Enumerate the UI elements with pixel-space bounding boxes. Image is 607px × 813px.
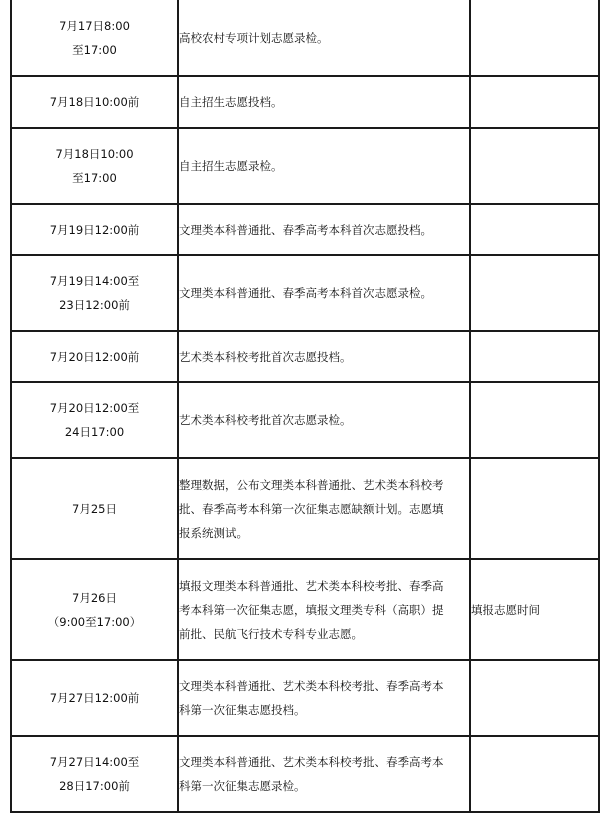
time-line: 7月19日12:00前	[49, 222, 140, 237]
note-cell	[470, 204, 599, 255]
item-line: 高校农村专项计划志愿录检。	[179, 30, 329, 45]
note-cell	[470, 382, 599, 458]
item-cell	[178, 331, 470, 382]
time-cell	[11, 255, 178, 331]
time-line: 7月20日12:00至	[49, 401, 140, 415]
table-row	[11, 382, 599, 458]
note-cell: 填报志愿时间	[470, 559, 599, 660]
table-row	[11, 204, 599, 255]
time-line: 至17:00	[72, 42, 117, 57]
item-line: 文理类本科普通批、艺术类本科校考批、春季高考本	[179, 755, 444, 769]
item-line: 文理类本科普通批、艺术类本科校考批、春季高考本	[179, 679, 444, 693]
table-row	[11, 458, 599, 559]
time-line: 7月27日12:00前	[49, 691, 140, 705]
item-line: 填报文理类本科普通批、艺术类本科校考批、春季高	[179, 578, 444, 593]
item-cell	[178, 255, 470, 331]
item-cell	[178, 382, 470, 458]
item-cell	[178, 0, 470, 76]
note-cell	[470, 458, 599, 559]
time-cell	[11, 736, 178, 812]
table-row	[11, 331, 599, 382]
item-line: 科第一次征集志愿录检。	[179, 779, 306, 793]
time-cell	[11, 382, 178, 458]
schedule-table	[10, 0, 600, 813]
item-line: 文理类本科普通批、春季高考本科首次志愿投档。	[179, 222, 432, 237]
item-line: 报系统测试。	[179, 525, 248, 540]
time-line: 7月17日8:00	[59, 18, 130, 33]
time-line: 7月18日10:00前	[49, 95, 140, 109]
time-cell	[11, 204, 178, 255]
item-cell	[178, 736, 470, 812]
note-cell	[470, 76, 599, 128]
item-cell	[178, 76, 470, 128]
time-line: 7月18日10:00	[55, 147, 134, 161]
time-line: 至17:00	[72, 171, 117, 185]
item-line: 艺术类本科校考批首次志愿录检。	[179, 413, 352, 427]
item-line: 科第一次征集志愿投档。	[179, 703, 306, 717]
time-line: 7月19日14:00至	[49, 274, 140, 288]
note-cell	[470, 331, 599, 382]
time-cell	[11, 128, 178, 204]
item-cell	[178, 660, 470, 736]
time-line: 7月26日	[72, 590, 117, 605]
time-line: 28日17:00前	[59, 779, 130, 793]
item-cell	[178, 128, 470, 204]
time-line: 7月27日14:00至	[49, 755, 140, 769]
item-line: 艺术类本科校考批首次志愿投档。	[179, 349, 352, 364]
item-line: 批、春季高考本科第一次征集志愿缺额计划。志愿填	[179, 501, 444, 516]
table-row	[11, 255, 599, 331]
item-line: 自主招生志愿投档。	[179, 95, 283, 109]
time-line: 23日12:00前	[59, 298, 130, 312]
item-cell	[178, 204, 470, 255]
item-line: 考本科第一次征集志愿，填报文理类专科（高职）提	[179, 602, 444, 617]
time-cell	[11, 660, 178, 736]
time-line: 7月20日12:00前	[49, 349, 140, 364]
table-row	[11, 128, 599, 204]
time-cell	[11, 559, 178, 660]
table-row	[11, 660, 599, 736]
item-cell	[178, 458, 470, 559]
time-line: 24日17:00	[64, 425, 125, 439]
item-line: 自主招生志愿录检。	[179, 159, 283, 173]
time-cell	[11, 331, 178, 382]
time-line: 7月25日	[72, 501, 117, 516]
note-cell	[470, 128, 599, 204]
note-cell	[470, 0, 599, 76]
item-line: 整理数据，公布文理类本科普通批、艺术类本科校考	[179, 477, 444, 492]
time-line: （9:00至17:00）	[47, 614, 142, 629]
time-cell	[11, 76, 178, 128]
note-cell	[470, 736, 599, 812]
table-row	[11, 559, 599, 660]
item-cell	[178, 559, 470, 660]
table-row	[11, 736, 599, 812]
table-row	[11, 76, 599, 128]
time-cell	[11, 458, 178, 559]
item-line: 前批、民航飞行技术专科专业志愿。	[179, 626, 363, 641]
note-cell	[470, 660, 599, 736]
table-row	[11, 0, 599, 76]
note-cell	[470, 255, 599, 331]
item-line: 文理类本科普通批、春季高考本科首次志愿录检。	[179, 286, 432, 300]
time-cell	[11, 0, 178, 76]
